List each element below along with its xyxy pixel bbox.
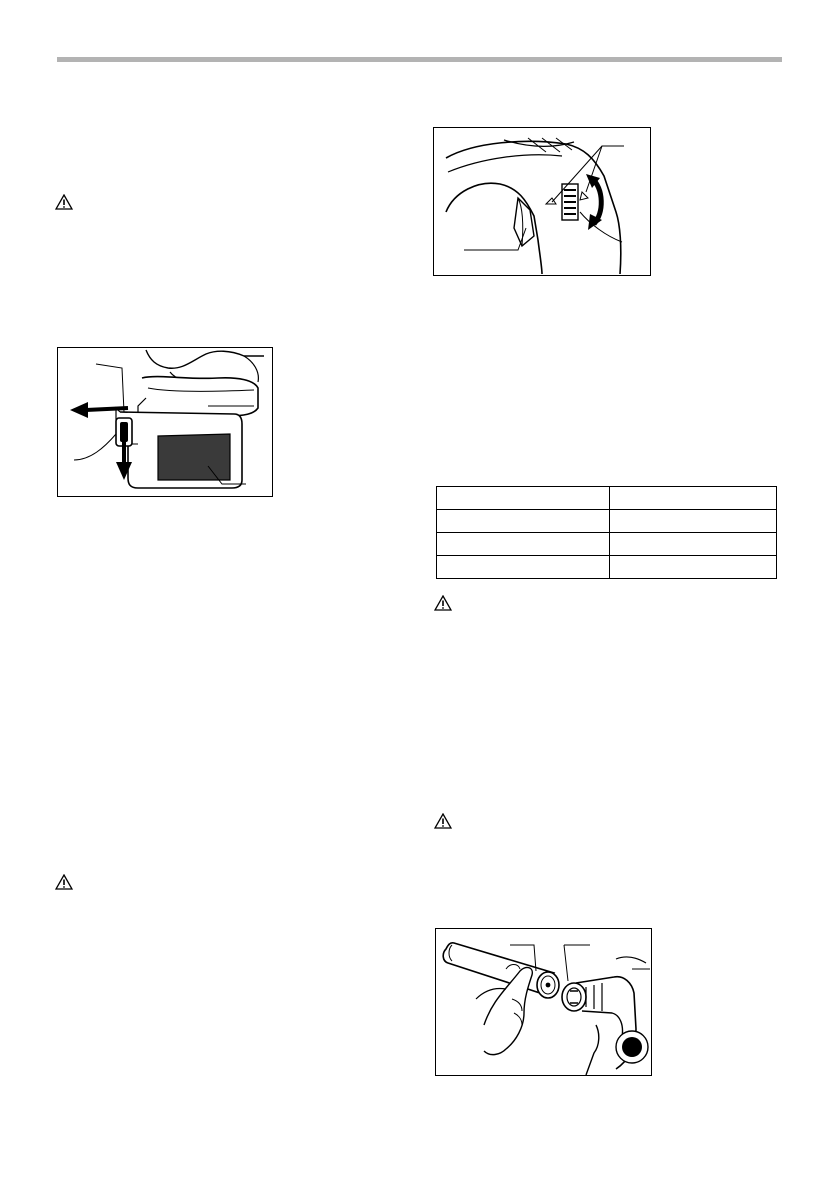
- nozzle-installation-figure: [435, 928, 652, 1076]
- battery-cartridge-removal-figure: [57, 347, 273, 497]
- warning-triangle-icon: [55, 194, 73, 210]
- table-row: [437, 510, 777, 533]
- specification-table: [436, 486, 777, 579]
- table-cell: [437, 533, 610, 556]
- table-cell: [437, 487, 610, 510]
- speed-adjusting-dial-figure: [433, 127, 651, 276]
- table-cell: [610, 487, 777, 510]
- warning-triangle-icon: [55, 874, 73, 890]
- warning-triangle-icon: [434, 813, 452, 829]
- warning-triangle-icon: [434, 595, 452, 611]
- header-rule: [57, 57, 782, 62]
- table-cell: [610, 556, 777, 579]
- table-row: [437, 487, 777, 510]
- table-row: [437, 533, 777, 556]
- table-cell: [437, 510, 610, 533]
- table-cell: [610, 533, 777, 556]
- table-cell: [610, 510, 777, 533]
- table-row: [437, 556, 777, 579]
- table-cell: [437, 556, 610, 579]
